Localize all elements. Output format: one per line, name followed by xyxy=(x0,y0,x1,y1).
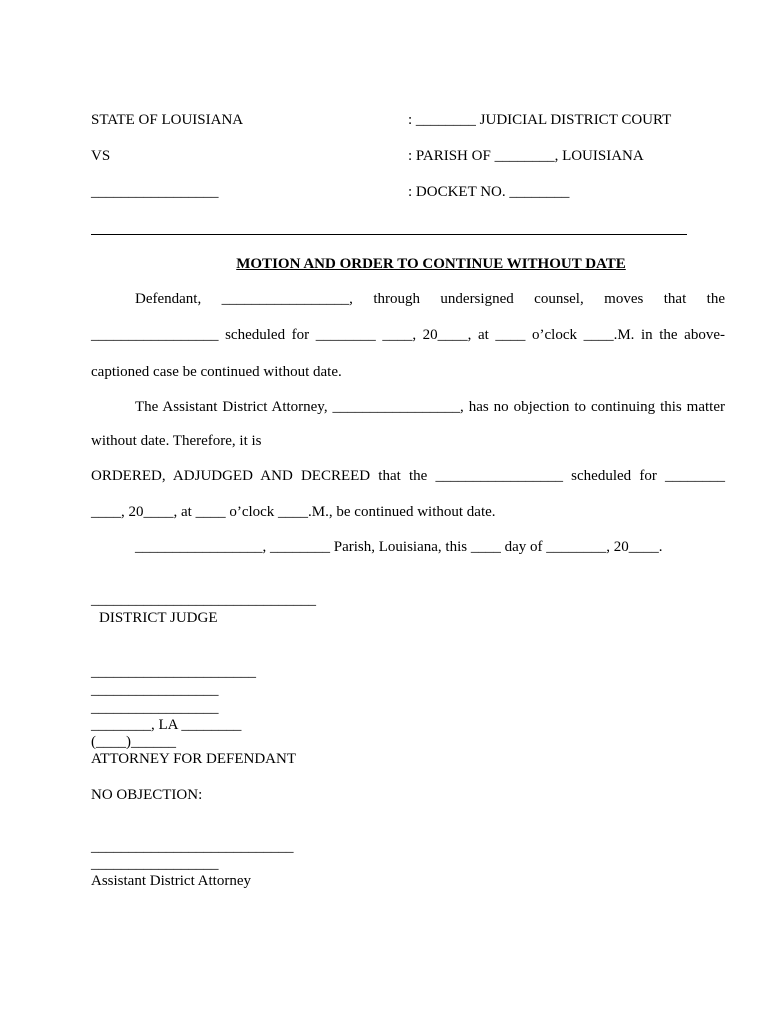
caption-state: STATE OF LOUISIANA xyxy=(91,112,244,128)
attorney-phone: (____)______ xyxy=(91,734,176,750)
judge-label: DISTRICT JUDGE xyxy=(99,610,218,626)
attorney-line-3: _________________ xyxy=(91,700,219,716)
paragraph-1-word: counsel, xyxy=(534,291,584,307)
ada-line-1: ___________________________ xyxy=(91,839,294,855)
judge-signature-line: ______________________________ xyxy=(91,592,316,608)
paragraph-1-line-2: _________________ scheduled for ________ ____, 20____, at ____ o’clock ____.M. in the above- xyxy=(91,327,725,343)
paragraph-1-word: moves xyxy=(604,291,644,307)
paragraph-1-word: Defendant, xyxy=(135,291,202,307)
caption-divider xyxy=(91,234,687,235)
paragraph-1-word: _________________, xyxy=(221,291,353,307)
paragraph-1-word: the xyxy=(706,291,725,307)
caption-parish: : PARISH OF ________, LOUISIANA xyxy=(408,148,644,164)
paragraph-2-line-2: without date. Therefore, it is xyxy=(91,433,262,449)
paragraph-1-line-1 xyxy=(135,290,725,308)
attorney-line-1: ______________________ xyxy=(91,664,256,680)
caption-party-blank: _________________ xyxy=(91,184,219,200)
attorney-label: ATTORNEY FOR DEFENDANT xyxy=(91,751,297,767)
paragraph-1-line-3: captioned case be continued without date. xyxy=(91,364,342,380)
document-title: MOTION AND ORDER TO CONTINUE WITHOUT DATE xyxy=(236,256,626,272)
caption-docket: : DOCKET NO. ________ xyxy=(408,184,570,200)
paragraph-2-line-1: The Assistant District Attorney, _________________, has no objection to continuing this matter xyxy=(135,399,725,415)
signed-line: _________________, ________ Parish, Louisiana, this ____ day of ________, 20____. xyxy=(135,539,663,555)
ada-signer: Assistant District Attorney xyxy=(91,873,251,889)
paragraph-1-word: undersigned xyxy=(440,291,514,307)
order-line-2: ____, 20____, at ____ o’clock ____.M., be continued without date. xyxy=(91,504,496,520)
paragraph-1-word: through xyxy=(373,291,420,307)
no-objection-label: NO OBJECTION: xyxy=(91,787,203,803)
caption-vs: VS xyxy=(91,148,111,164)
attorney-line-2: _________________ xyxy=(91,682,219,698)
caption-court: : ________ JUDICIAL DISTRICT COURT xyxy=(408,112,672,128)
ada-line-2: _________________ xyxy=(91,856,219,872)
attorney-city: ________, LA ________ xyxy=(91,717,242,733)
paragraph-1-word: that xyxy=(663,291,687,307)
order-line-1: ORDERED, ADJUDGED AND DECREED that the _________________ scheduled for ________ xyxy=(91,468,725,484)
